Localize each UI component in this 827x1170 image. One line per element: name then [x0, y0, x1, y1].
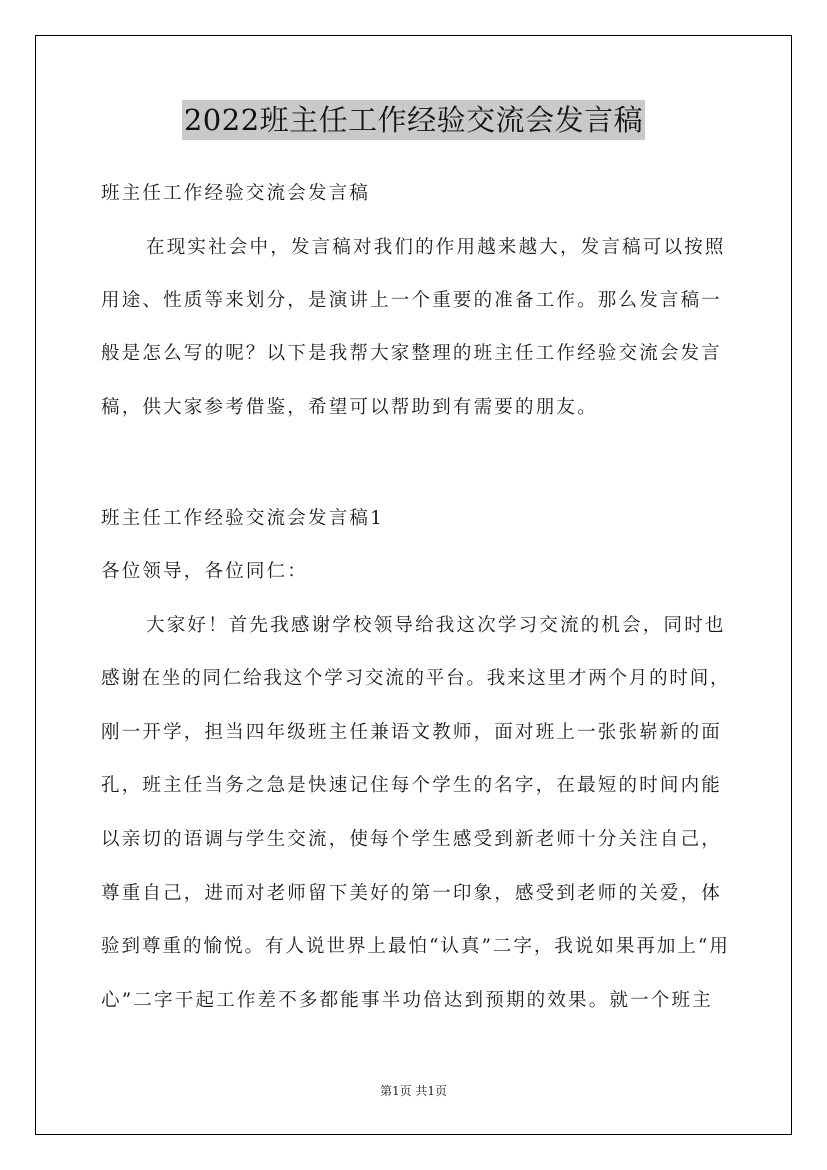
- page-footer: 第1页 共1页: [379, 1084, 448, 1098]
- subtitle-line: 班主任工作经验交流会发言稿: [101, 183, 371, 204]
- paragraph-line: 感谢在坐的同仁给我这个学习交流的平台。我来这里才两个月的时间，: [101, 668, 731, 689]
- paragraph-line: 在现实社会中，发言稿对我们的作用越来越大，发言稿可以按照: [146, 237, 726, 258]
- title-container: [0, 100, 827, 140]
- paragraph-line: 用途、性质等来划分，是演讲上一个重要的准备工作。那么发言稿一: [101, 290, 723, 311]
- paragraph-line: 心”二字干起工作差不多都能事半功倍达到预期的效果。就一个班主: [101, 990, 713, 1011]
- paragraph-line: 大家好！首先我感谢学校领导给我这次学习交流的机会，同时也: [146, 615, 726, 636]
- paragraph-line: 刚一开学，担当四年级班主任兼语文教师，面对班上一张张崭新的面: [101, 722, 723, 743]
- paragraph-line: 尊重自己，进而对老师留下美好的第一印象，感受到老师的关爱，体: [101, 883, 723, 904]
- paragraph-line: 以亲切的语调与学生交流，使每个学生感受到新老师十分关注自己，: [101, 829, 723, 850]
- document-title: 2022班主任工作经验交流会发言稿: [182, 100, 645, 140]
- paragraph-line: 验到尊重的愉悦。有人说世界上最怕“认真”二字，我说如果再加上“用: [101, 936, 730, 957]
- salutation-line: 各位领导，各位同仁：: [101, 561, 309, 582]
- paragraph-line: 稿，供大家参考借鉴，希望可以帮助到有需要的朋友。: [101, 397, 598, 418]
- paragraph-line: 般是怎么写的呢？以下是我帮大家整理的班主任工作经验交流会发言: [101, 343, 723, 364]
- section-heading: 班主任工作经验交流会发言稿1: [101, 508, 385, 529]
- paragraph-line: 孔，班主任当务之急是快速记住每个学生的名字，在最短的时间内能: [101, 775, 723, 796]
